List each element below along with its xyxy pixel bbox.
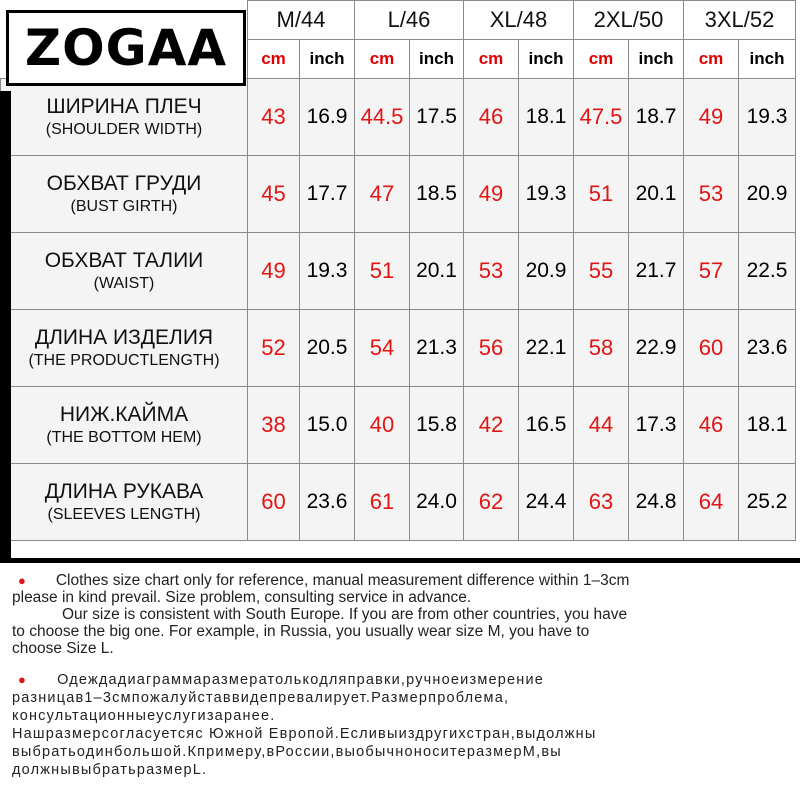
note-ru-line: консультационныеуслугизаранее. — [12, 708, 276, 724]
value-cm: 44 — [574, 387, 629, 464]
value-cm: 51 — [355, 233, 410, 310]
value-cm: 43 — [248, 79, 300, 156]
unit-cm: cm — [355, 40, 410, 79]
note-ru-line: разницав1–3смпожалуйставвидепревалирует.Размерпроблема, — [12, 690, 510, 706]
value-cm: 46 — [464, 79, 519, 156]
value-inch: 20.9 — [519, 233, 574, 310]
unit-cm: cm — [464, 40, 519, 79]
value-inch: 24.0 — [410, 464, 464, 541]
unit-inch: inch — [519, 40, 574, 79]
value-cm: 56 — [464, 310, 519, 387]
row-label — [1, 233, 248, 310]
value-cm: 51 — [574, 156, 629, 233]
value-cm: 42 — [464, 387, 519, 464]
note-ru-line — [12, 671, 792, 689]
table-row — [1, 387, 796, 464]
value-cm: 47.5 — [574, 79, 629, 156]
value-cm: 49 — [464, 156, 519, 233]
value-cm: 49 — [248, 233, 300, 310]
value-cm: 40 — [355, 387, 410, 464]
unit-inch: inch — [410, 40, 464, 79]
value-cm: 52 — [248, 310, 300, 387]
unit-inch: inch — [300, 40, 355, 79]
row-label-en: (BUST GIRTH) — [70, 197, 178, 215]
value-cm: 58 — [574, 310, 629, 387]
size-header: M/44 — [248, 1, 355, 40]
frame-bottom-bar — [0, 558, 800, 563]
note-text: Одеждадиаграммаразмератолькодляправки,ручноеизмерение — [57, 672, 545, 688]
value-inch: 17.5 — [410, 79, 464, 156]
brand-name: ZOGAA — [24, 19, 228, 77]
value-cm: 55 — [574, 233, 629, 310]
note-en-line — [12, 572, 792, 589]
row-label-ru: ОБХВАТ ГРУДИ — [46, 171, 202, 195]
value-cm: 60 — [684, 310, 739, 387]
row-label-ru: НИЖ.КАЙМА — [59, 402, 189, 426]
value-cm: 53 — [464, 233, 519, 310]
note-en-line: please in kind prevail. Size problem, consulting service in advance. — [12, 589, 472, 606]
unit-inch: inch — [629, 40, 684, 79]
unit-cm: cm — [574, 40, 629, 79]
value-inch: 23.6 — [739, 310, 796, 387]
value-inch: 17.7 — [300, 156, 355, 233]
value-inch: 16.9 — [300, 79, 355, 156]
value-cm: 60 — [248, 464, 300, 541]
value-cm: 44.5 — [355, 79, 410, 156]
value-inch: 19.3 — [739, 79, 796, 156]
table-row — [1, 156, 796, 233]
row-label-en: (SLEEVES LENGTH) — [47, 505, 201, 523]
note-ru-line: выбратьодинбольшой.Кпримеру,вРоссии,выобычноноситеразмерМ,вы — [12, 744, 562, 760]
value-inch: 22.9 — [629, 310, 684, 387]
note-ru — [12, 671, 792, 779]
value-cm: 45 — [248, 156, 300, 233]
value-inch: 23.6 — [300, 464, 355, 541]
note-ru-line: Нашразмерсогласуетсяс Южной Европой.Есливыиздругихстран,выдолжны — [12, 726, 597, 742]
value-inch: 21.7 — [629, 233, 684, 310]
note-en-line: Our size is consistent with South Europe. If you are from other countries, you have — [62, 606, 628, 623]
value-cm: 53 — [684, 156, 739, 233]
value-inch: 18.5 — [410, 156, 464, 233]
table-row — [1, 310, 796, 387]
value-inch: 18.1 — [739, 387, 796, 464]
value-cm: 61 — [355, 464, 410, 541]
brand-logo — [6, 10, 246, 86]
value-inch: 19.3 — [300, 233, 355, 310]
size-header: 2XL/50 — [574, 1, 684, 40]
unit-cm: cm — [248, 40, 300, 79]
size-header: L/46 — [355, 1, 464, 40]
bullet-icon: ● — [18, 573, 26, 588]
row-label-en: (SHOULDER WIDTH) — [45, 120, 203, 138]
value-inch: 25.2 — [739, 464, 796, 541]
value-inch: 16.5 — [519, 387, 574, 464]
value-inch: 24.4 — [519, 464, 574, 541]
row-label — [1, 387, 248, 464]
size-header: 3XL/52 — [684, 1, 796, 40]
value-inch: 22.1 — [519, 310, 574, 387]
value-inch: 20.1 — [629, 156, 684, 233]
unit-cm: cm — [684, 40, 739, 79]
row-label-ru: ОБХВАТ ТАЛИИ — [44, 248, 204, 272]
value-inch: 20.1 — [410, 233, 464, 310]
size-notes — [12, 572, 792, 779]
value-inch: 19.3 — [519, 156, 574, 233]
value-inch: 17.3 — [629, 387, 684, 464]
value-cm: 57 — [684, 233, 739, 310]
value-cm: 62 — [464, 464, 519, 541]
value-inch: 15.0 — [300, 387, 355, 464]
value-cm: 63 — [574, 464, 629, 541]
table-row — [1, 79, 796, 156]
value-inch: 20.5 — [300, 310, 355, 387]
value-cm: 38 — [248, 387, 300, 464]
row-label — [1, 464, 248, 541]
row-label-en: (THE PRODUCTLENGTH) — [28, 351, 220, 369]
size-header: XL/48 — [464, 1, 574, 40]
table-row — [1, 464, 796, 541]
row-label — [1, 156, 248, 233]
value-cm: 49 — [684, 79, 739, 156]
bullet-icon: ● — [18, 672, 28, 687]
frame-left-bar — [0, 91, 11, 560]
value-cm: 46 — [684, 387, 739, 464]
row-label-ru: ДЛИНА РУКАВА — [44, 479, 204, 503]
value-inch: 24.8 — [629, 464, 684, 541]
note-ru-line: должнывыбратьразмерL. — [12, 762, 208, 778]
row-label-en: (WAIST) — [93, 274, 155, 292]
value-inch: 18.1 — [519, 79, 574, 156]
value-cm: 47 — [355, 156, 410, 233]
note-en-line: to choose the big one. For example, in Russia, you usually wear size M, you have to — [12, 623, 590, 640]
note-en-line: choose Size L. — [12, 640, 114, 657]
value-cm: 54 — [355, 310, 410, 387]
value-inch: 15.8 — [410, 387, 464, 464]
row-label — [1, 310, 248, 387]
row-label-en: (THE BOTTOM HEM) — [46, 428, 202, 446]
row-label-ru: ШИРИНА ПЛЕЧ — [46, 94, 202, 118]
row-label-ru: ДЛИНА ИЗДЕЛИЯ — [34, 325, 214, 349]
unit-inch: inch — [739, 40, 796, 79]
value-inch: 20.9 — [739, 156, 796, 233]
note-text: Clothes size chart only for reference, manual measurement difference within 1–3cm — [55, 572, 630, 589]
note-en — [12, 572, 792, 657]
value-cm: 64 — [684, 464, 739, 541]
table-row — [1, 233, 796, 310]
value-inch: 21.3 — [410, 310, 464, 387]
row-label — [1, 79, 248, 156]
value-inch: 22.5 — [739, 233, 796, 310]
value-inch: 18.7 — [629, 79, 684, 156]
